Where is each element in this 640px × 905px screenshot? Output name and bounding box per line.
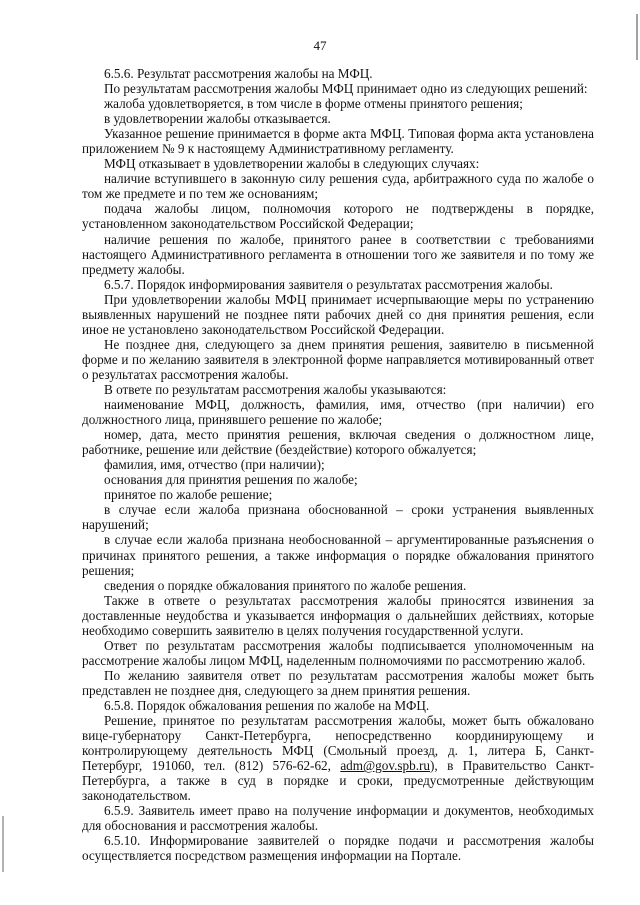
list-item: в случае если жалоба признана необоснованной – аргументированные разъяснения о причинах принятого решения, а также информация о порядке обжалования принятого решения; bbox=[82, 532, 594, 578]
page-body bbox=[82, 66, 594, 863]
paragraph: МФЦ отказывает в удовлетворении жалобы в следующих случаях: bbox=[104, 156, 480, 172]
paragraph: При удовлетворении жалобы МФЦ принимает исчерпывающие меры по устранению выявленных нарушений не позднее пяти рабочих дней со дня принятия решения, если иное не установлено законодательством Российской Федерации. bbox=[82, 291, 594, 337]
section-heading: 6.5.7. Порядок информирования заявителя о результатах рассмотрения жалобы. bbox=[104, 276, 553, 292]
paragraph: По желанию заявителя ответ по результатам рассмотрения жалобы может быть представлен не позднее дня, следующего за днем принятия решения. bbox=[82, 667, 594, 698]
paragraph: 6.5.9. Заявитель имеет право на получение информации и документов, необходимых для обоснования и рассмотрения жалобы. bbox=[82, 803, 594, 834]
paragraph: 6.5.10. Информирование заявителей о порядке подачи и рассмотрения жалобы осуществляется посредством размещения информации на Портале. bbox=[82, 833, 594, 864]
page-number: 47 bbox=[313, 38, 327, 53]
list-item: в случае если жалоба признана обоснованной – сроки устранения выявленных нарушений; bbox=[82, 502, 594, 533]
paragraph: В ответе по результатам рассмотрения жалобы указываются: bbox=[104, 381, 447, 397]
paragraph: Также в ответе о результатах рассмотрения жалобы приносятся извинения за доставленные неудобства и указывается информация о дальнейших действиях, которые необходимо совершить заявителю в целях получения государственной услуги. bbox=[82, 592, 594, 638]
paragraph: Указанное решение принимается в форме акта МФЦ. Типовая форма акта установлена приложением № 9 к настоящему Административному регламенту. bbox=[82, 126, 594, 157]
list-item: принятое по жалобе решение; bbox=[104, 487, 273, 503]
section-heading: 6.5.8. Порядок обжалования решения по жалобе на МФЦ. bbox=[104, 697, 430, 713]
list-item: номер, дата, место принятия решения, включая сведения о должностном лице, работнике, решение или действие (бездействие) которого обжалуется; bbox=[82, 427, 594, 458]
list-item: наличие вступившего в законную силу решения суда, арбитражного суда по жалобе о том же предмете и по тем же основаниям; bbox=[82, 171, 594, 202]
list-item: сведения о порядке обжалования принятого по жалобе решения. bbox=[104, 577, 467, 593]
email-link[interactable]: adm@gov.spb.ru bbox=[340, 758, 430, 774]
list-item: в удовлетворении жалобы отказывается. bbox=[104, 111, 331, 127]
paragraph: Не позднее дня, следующего за днем принятия решения, заявителю в письменной форме и по желанию заявителя в электронной форме направляется мотивированный ответ о результатах рассмотрения жалобы. bbox=[82, 336, 594, 382]
list-item: наименование МФЦ, должность, фамилия, имя, отчество (при наличии) его должностного лица, принявшего решение по жалобе; bbox=[82, 397, 594, 428]
list-item: фамилия, имя, отчество (при наличии); bbox=[104, 457, 325, 473]
scan-edge-mark bbox=[2, 816, 4, 872]
list-item: подача жалобы лицом, полномочия которого не подтверждены в порядке, установленном законодательством Российской Федерации; bbox=[82, 201, 594, 232]
paragraph: Ответ по результатам рассмотрения жалобы подписывается уполномоченным на рассмотрение жалобы лицом МФЦ, наделенным полномочиями по рассмотрению жалоб. bbox=[82, 637, 594, 668]
list-item: наличие решения по жалобе, принятого ранее в соответствии с требованиями настоящего Административного регламента в отношении того же заявителя и по тому же предмету жалобы. bbox=[82, 231, 594, 277]
paragraph-text: Решение, принятое по результатам рассмотрения жалобы, может быть обжаловано вице-губернатору Санкт-Петербурга, непосредственно координирующему и контролирующему деятельность МФЦ (Смольный проезд, д. 1, литера Б, Санкт-Петербург, 191060, тел. (812) 576-62-62, bbox=[82, 713, 594, 774]
section-heading: 6.5.6. Результат рассмотрения жалобы на МФЦ. bbox=[104, 66, 373, 81]
list-item: жалоба удовлетворяется, в том числе в форме отмены принятого решения; bbox=[104, 96, 523, 112]
paragraph-text: ), в Правительство Санкт-Петербурга, а также в суд в порядке и сроки, предусмотренные действующим законодательством. bbox=[82, 758, 594, 804]
paragraph bbox=[82, 713, 594, 803]
list-item: основания для принятия решения по жалобе; bbox=[104, 472, 358, 488]
paragraph: По результатам рассмотрения жалобы МФЦ принимает одно из следующих решений: bbox=[104, 81, 588, 97]
